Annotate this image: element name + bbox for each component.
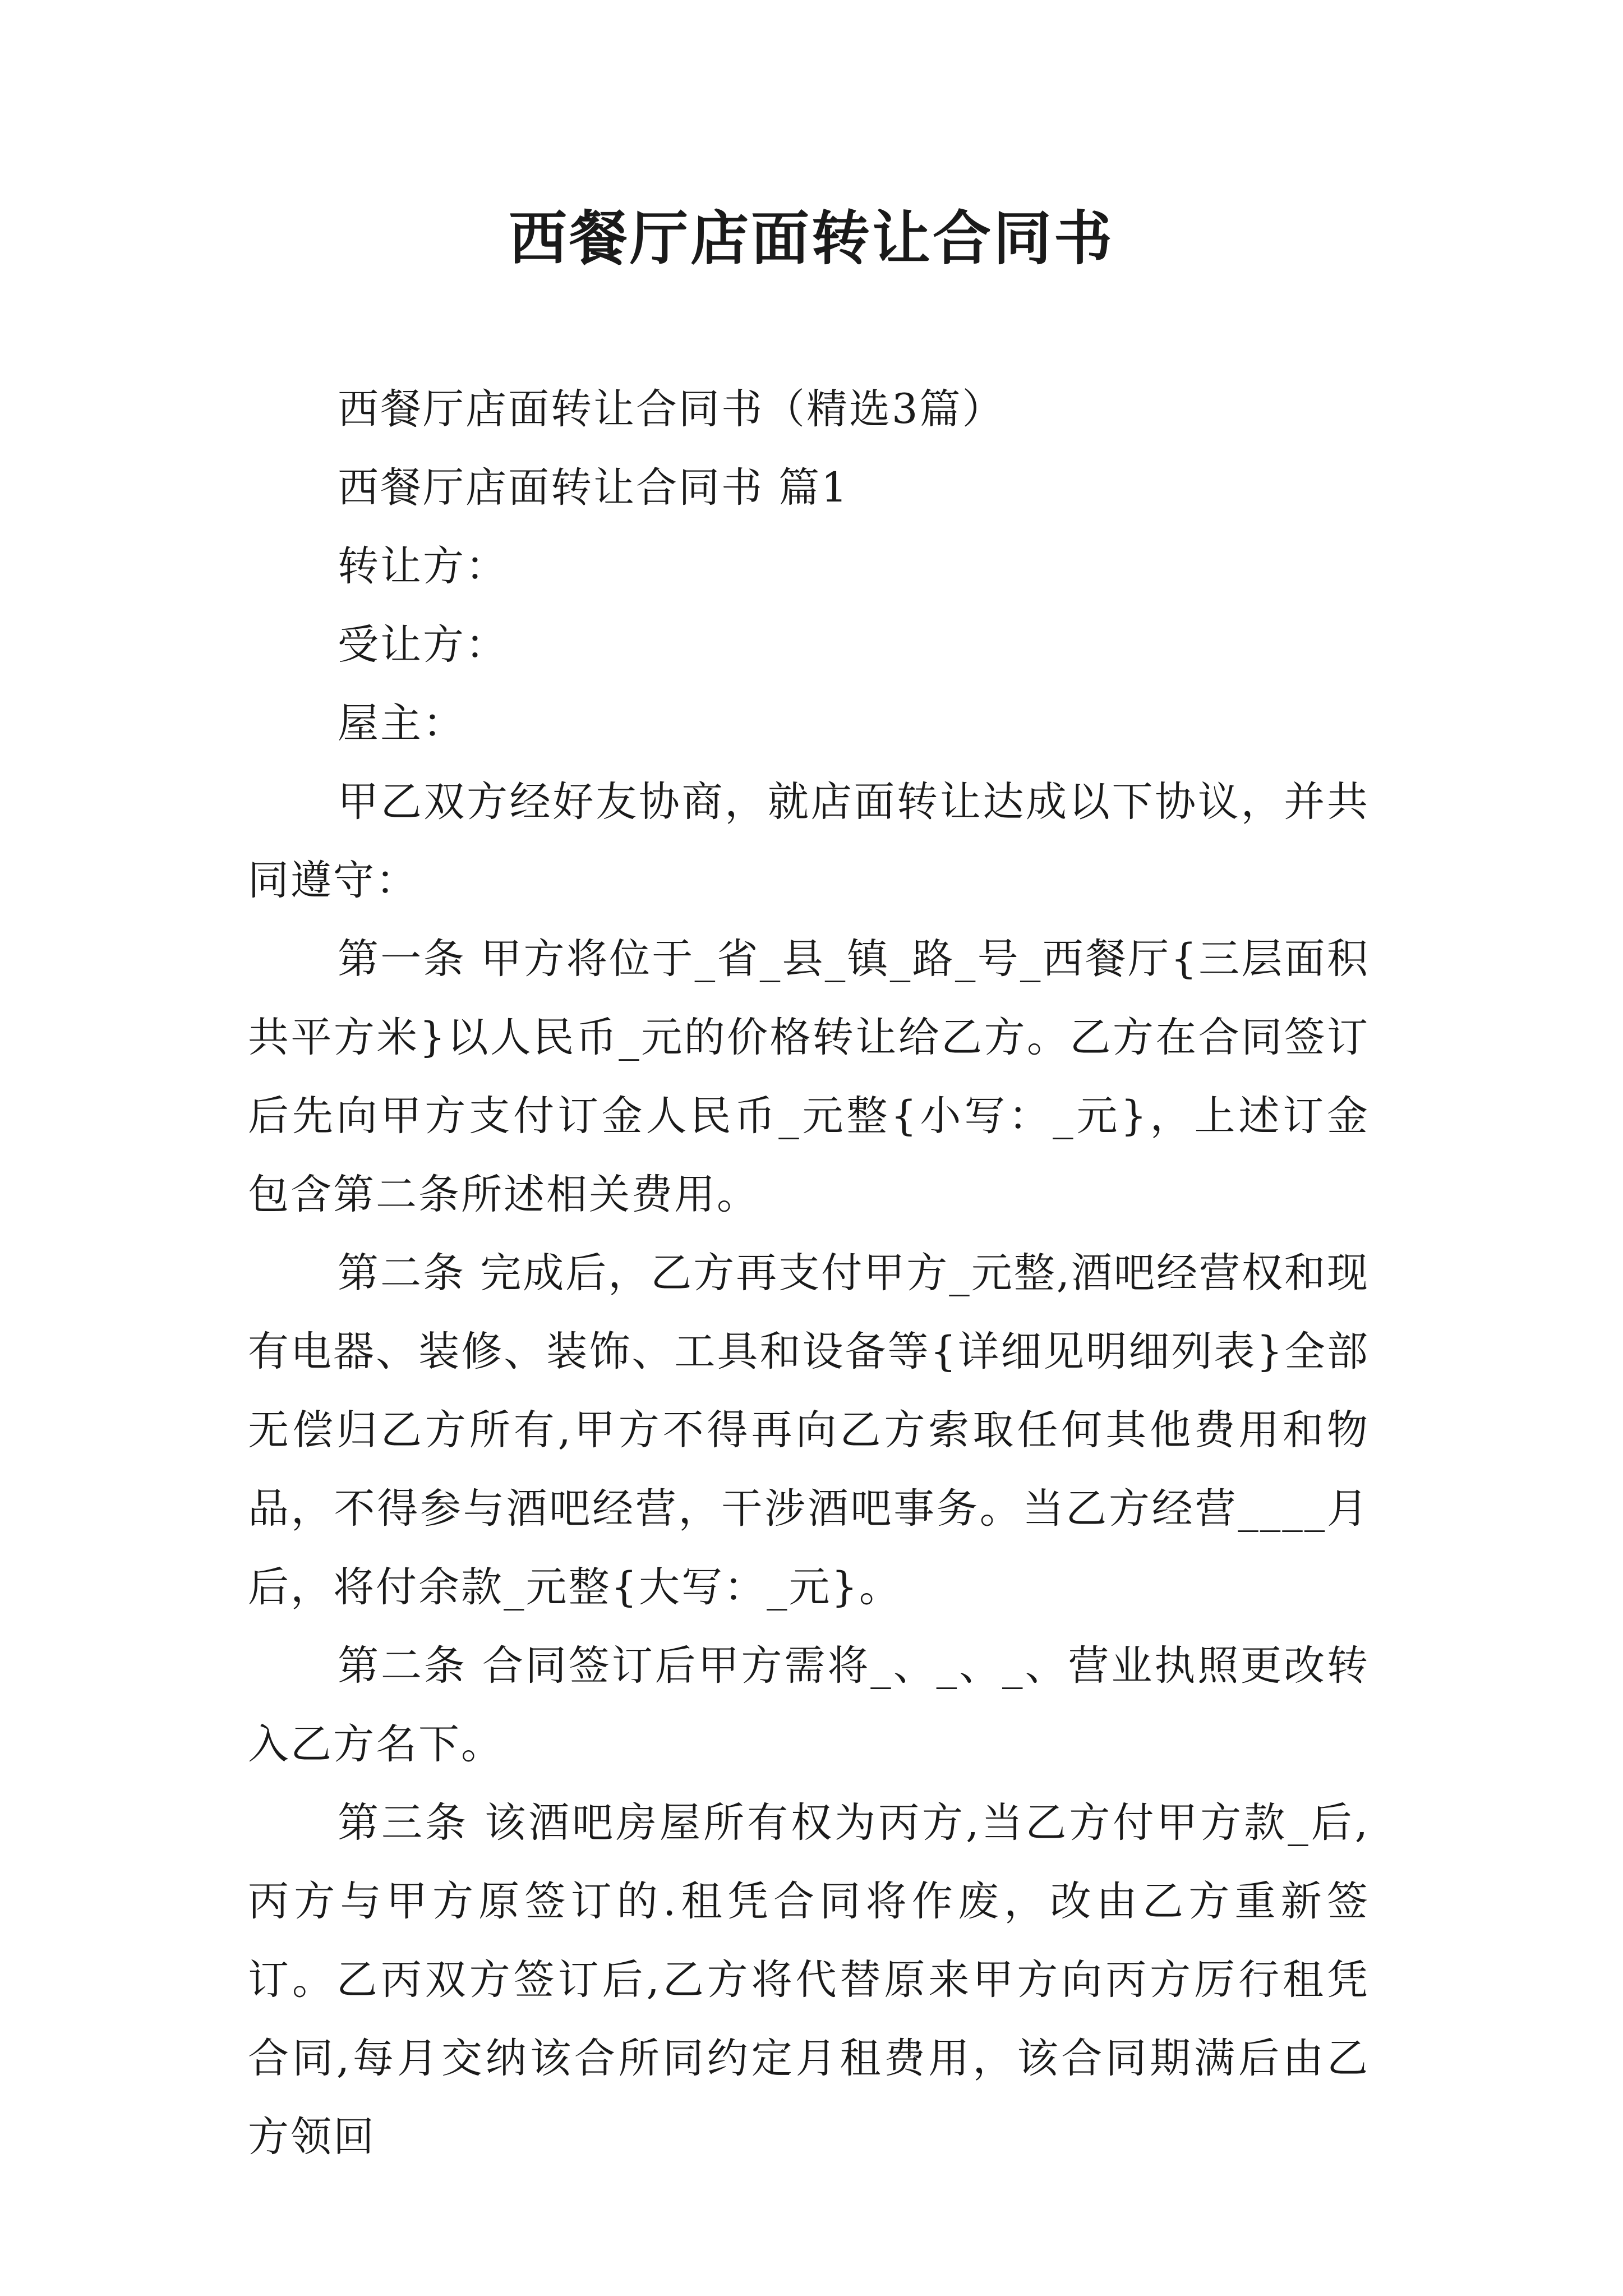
document-body [248, 370, 1370, 2177]
paragraph-article-1: 第一条 甲方将位于_省_县_镇_路_号_西餐厅{三层面积共平方米}以人民币_元的价格转让给乙方。乙方在合同签订后先向甲方支付订金人民币_元整{小写：_元}，上述订金包含第二条所述相关费用。 [248, 935, 1370, 1218]
paragraph-preamble: 甲乙双方经好友协商，就店面转让达成以下协议，并共同遵守： [248, 778, 1370, 904]
paragraph-article-3: 第三条 该酒吧房屋所有权为丙方,当乙方付甲方款_后,丙方与甲方原签订的.租凭合同将作废，改由乙方重新签订。乙丙双方签订后,乙方将代替原来甲方向丙方厉行租凭合同,每月交纳该合所同约定月租费用，该合同期满后由乙方领回 [248, 1799, 1370, 2161]
paragraph-transferee: 受让方： [338, 621, 508, 669]
paragraph-transferor: 转让方： [338, 542, 508, 590]
paragraph-article-2b: 第二条 合同签订后甲方需将_、_、_、营业执照更改转入乙方名下。 [248, 1642, 1370, 1768]
paragraph-subtitle: 西餐厅店面转让合同书（精选3篇） [338, 385, 1005, 433]
paragraph-owner: 屋主： [338, 700, 465, 747]
document-title: 西餐厅店面转让合同书 [508, 204, 1114, 273]
paragraph-article-2: 第二条 完成后，乙方再支付甲方_元整,酒吧经营权和现有电器、装修、装饰、工具和设备等{详细见明细列表}全部无偿归乙方所有,甲方不得再向乙方索取任何其他费用和物品，不得参与酒吧经营，干涉酒吧事务。当乙方经营____月后，将付余款_元整{大写：_元}。 [248, 1249, 1370, 1611]
paragraph-section-heading: 西餐厅店面转让合同书 篇1 [338, 464, 849, 512]
